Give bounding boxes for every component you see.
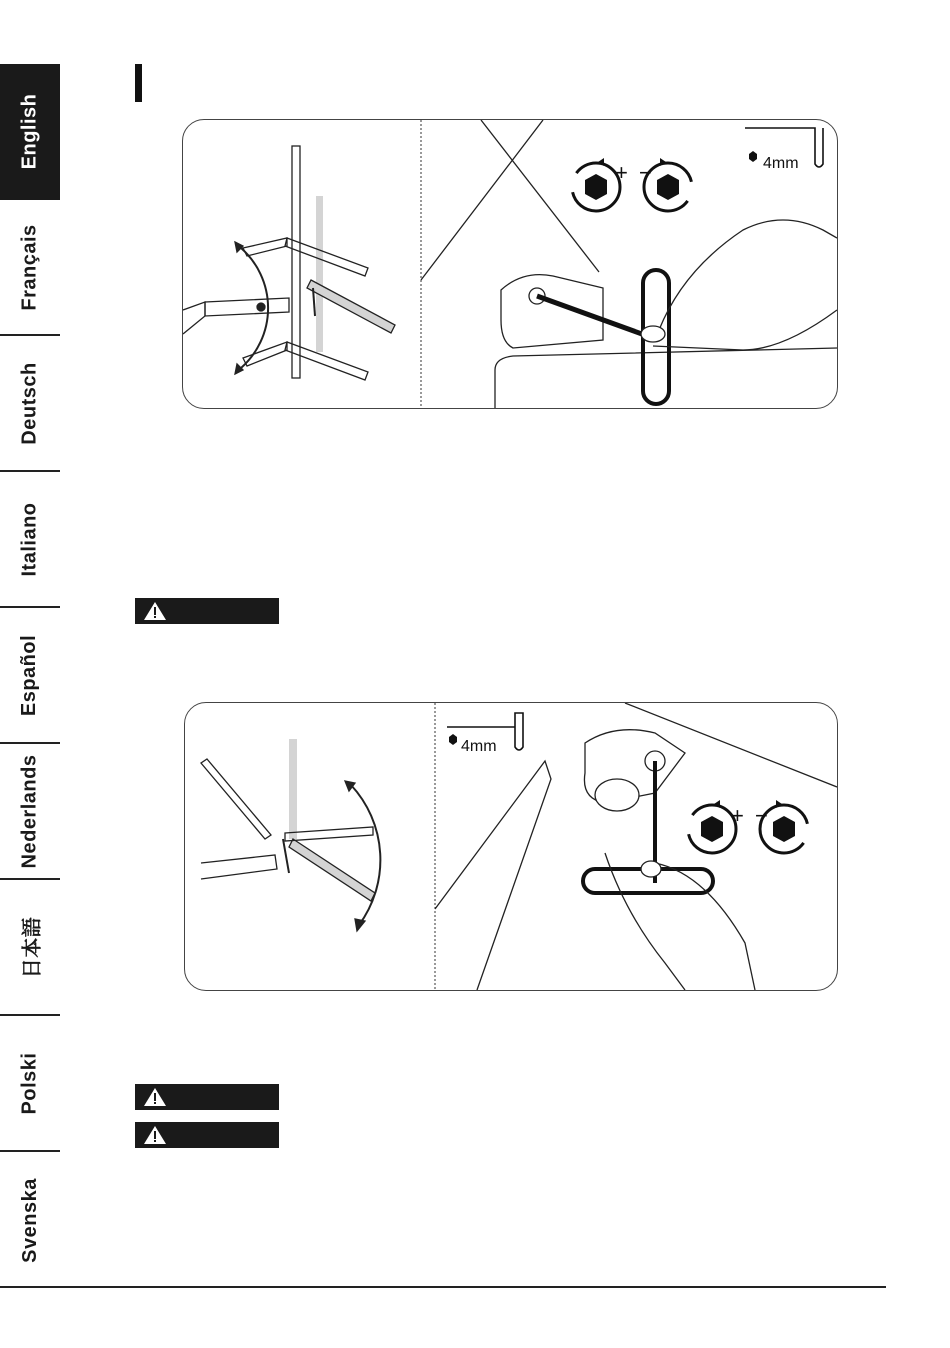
hex-key-4mm-icon xyxy=(745,128,823,172)
loosen-symbol: − xyxy=(755,803,768,828)
tool-size-label: 4mm xyxy=(461,738,497,755)
figure-tension-adjustment xyxy=(182,119,838,409)
figure-1-illustration xyxy=(183,120,837,408)
section-marker xyxy=(135,64,142,102)
monitor-tilt-diagram xyxy=(201,739,380,931)
tab-label: Polski xyxy=(18,1052,41,1114)
warning-banner xyxy=(135,1084,279,1110)
tool-size-label: 4mm xyxy=(763,155,799,172)
tab-label: Deutsch xyxy=(18,361,41,445)
tighten-symbol: + xyxy=(731,803,744,828)
tab-label: English xyxy=(18,93,41,169)
tighten-symbol: + xyxy=(615,160,628,185)
loosen-icon xyxy=(755,800,808,853)
tab-label: 日本語 xyxy=(21,916,44,978)
monitor-arm-diagram xyxy=(183,146,395,380)
tab-japanese[interactable] xyxy=(0,880,60,1016)
warning-banner xyxy=(135,598,279,624)
tab-polski[interactable] xyxy=(0,1016,60,1152)
figure-2-illustration xyxy=(185,703,837,990)
loosen-symbol: − xyxy=(639,160,652,185)
warning-triangle-icon xyxy=(143,601,167,621)
warning-triangle-icon xyxy=(143,1087,167,1107)
hex-key-4mm-icon xyxy=(447,713,523,755)
tab-nederlands[interactable] xyxy=(0,744,60,880)
tab-english[interactable] xyxy=(0,64,60,200)
tab-label: Français xyxy=(18,223,41,311)
tab-italiano[interactable] xyxy=(0,472,60,608)
loosen-icon xyxy=(639,158,692,211)
tab-espanol[interactable] xyxy=(0,608,60,744)
figure-tilt-adjustment xyxy=(184,702,838,991)
tab-label: Nederlands xyxy=(18,754,41,868)
tab-label: Español xyxy=(18,634,41,716)
warning-banner xyxy=(135,1122,279,1148)
tab-label: Svenska xyxy=(18,1177,41,1263)
tab-francais[interactable] xyxy=(0,200,60,336)
tighten-icon xyxy=(572,158,628,211)
tab-svenska[interactable] xyxy=(0,1152,60,1288)
tab-label: Italiano xyxy=(18,501,41,577)
tab-deutsch[interactable] xyxy=(0,336,60,472)
footer-divider xyxy=(0,1286,886,1288)
tighten-icon xyxy=(688,800,744,853)
warning-triangle-icon xyxy=(143,1125,167,1145)
